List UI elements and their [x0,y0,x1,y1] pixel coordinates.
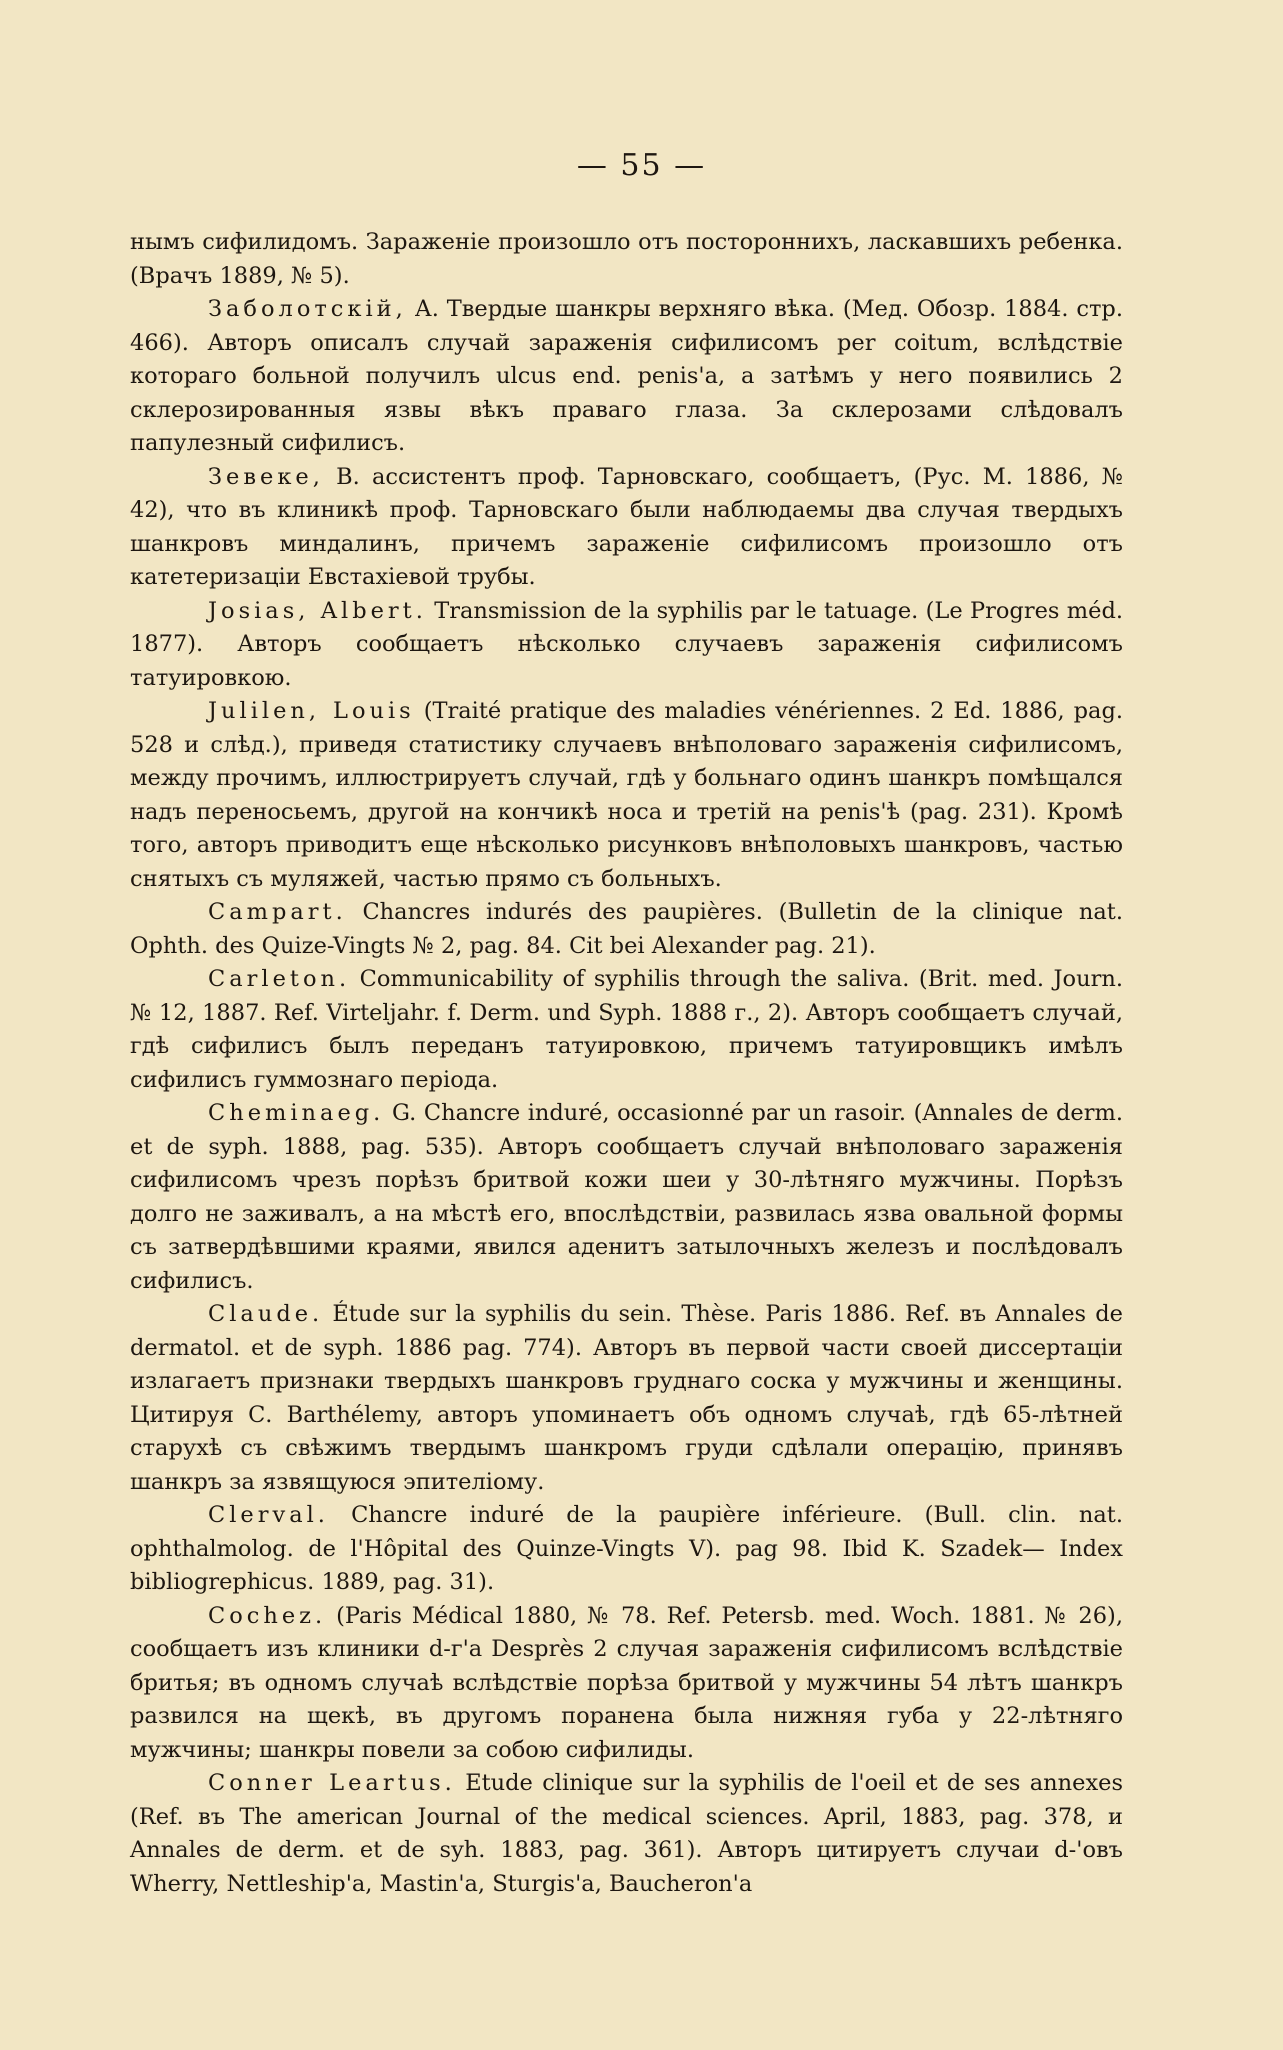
bibliography-entry [130,896,1123,963]
entry-author: Cheminaeg. [208,1100,385,1126]
entry-author: Carleton. [208,966,351,992]
entry-author: Clerval. [208,1502,329,1528]
entry-author: Заболотскій, [208,296,407,322]
bibliography-entry [130,461,1123,595]
bibliography-entry [130,695,1123,896]
entry-text: Étude sur la syphilis du sein. Thèse. Paris 1886. Ref. въ Annales de dermatol. et de syph. 1886 pag. 774). Авторъ въ первой части своей диссертаціи излагаетъ признаки твердыхъ шанкровъ груднаго соска у мужчины и женщины. Цитируя С. Barthélemy, авторъ упоминаетъ объ одномъ случаѣ, гдѣ 65-лѣтней старухѣ съ свѣжимъ твердымъ шанкромъ груди сдѣлали операцію, принявъ шанкръ за язвящуюся эпителіому. [130,1301,1123,1495]
entry-text: В. ассистентъ проф. Тарновскаго, сообщаетъ, (Рус. М. 1886, № 42), что въ клиникѣ проф. Тарновскаго были наблюдаемы два случая твердыхъ шанкровъ миндалинъ, причемъ зараженіе сифилисомъ произошло отъ катетеризаціи Евстахіевой трубы. [130,463,1123,590]
bibliography-entry [130,963,1123,1097]
bibliography-entry [130,293,1123,461]
bibliography-entry [130,1097,1123,1298]
entry-author: Josias, Albert. [208,597,427,624]
entry-text: Chancre induré de la paupière inférieure. (Bull. clin. nat. ophthalmolog. de l'Hôpital des Quinze-Vingts V). pag 98. Ibid K. Szadek— Index bibliogrephicus. 1889, pag. 31). [130,1502,1124,1595]
entry-text: (Traité pratique des maladies vénériennes. 2 Ed. 1886, pag. 528 и слѣд.), приведя статистику случаевъ внѣполоваго зараженія сифилисомъ, между прочимъ, иллюстрируетъ случай, гдѣ у больнаго одинъ шанкръ помѣщался надъ переносьемъ, другой на кончикѣ носа и третій на penis'ѣ (pag. 231). Кромѣ того, авторъ приводитъ еще нѣсколько рисунковъ внѣполовыхъ шанкровъ, частью снятыхъ съ муляжей, частью прямо съ больныхъ. [130,698,1124,892]
paragraph [130,226,1123,293]
entry-author: Зевеке, [208,463,324,490]
entry-text: А. Твердые шанкры верхняго вѣка. (Мед. Обозр. 1884. стр. 466). Авторъ описалъ случай зараженія сифилисомъ per coitum, вслѣдствіе котораго больной получилъ ulcus end. penis'а, а затѣмъ у него появились 2 склерозированныя язвы вѣкъ праваго глаза. За склерозами слѣдовалъ папулезный сифилисъ. [130,296,1123,456]
bibliography-entry [130,1298,1123,1499]
entry-author: Cochez. [208,1602,327,1629]
bibliography-entry [130,1600,1123,1768]
body-text [130,226,1123,1901]
page-number: — 55 — [576,148,707,183]
entry-text: Chancres indurés des paupières. (Bulletin de la clinique nat. Ophth. des Quize-Vingts № 2, pag. 84. Cit bei Alexander pag. 21). [130,899,1124,959]
entry-text: Etude clinique sur la syphilis de l'oeil et de ses annexes (Ref. въ The americаn Journal of the medical sciences. April, 1883, pag. 378, и Annales de derm. et de syh. 1883, pag. 361). Авторъ цитируетъ случаи d-'овъ Wherry, Nettleship'а, Mastin'а, Sturgis'а, Baucheron'а [130,1770,1124,1897]
entry-author: Claude. [208,1301,324,1327]
entry-author: Conner Leartus. [208,1770,456,1796]
entry-text: G. Chancre induré, occasionné par un rasoir. (Annales de derm. et de syph. 1888, pag. 535). Авторъ сообщаетъ случай внѣполоваго зараженія сифилисомъ чрезъ порѣзъ бритвой кожи шеи у 30-лѣтняго мужчины. Порѣзъ долго не заживалъ, а на мѣстѣ его, впослѣдствіи, развилась язва овальной формы съ затвердѣвшими краями, явился аденитъ затылочныхъ железъ и послѣдовалъ сифилисъ. [130,1100,1123,1294]
entry-author: Julilen, Louis [208,698,415,724]
entry-text: Communicability of syphilis through the saliva. (Brit. med. Journ. № 12, 1887. Ref. Virteljahr. f. Derm. und Syph. 1888 г., 2). Авторъ сообщаетъ случай, гдѣ сифилисъ былъ переданъ татуировкою, причемъ татуировщикъ имѣлъ сифилисъ гуммознаго періода. [130,966,1123,1093]
entry-text: Transmission de la syphilis par le tatuage. (Le Progres méd. 1877). Авторъ сообщаетъ нѣсколько случаевъ зараженія сифилисомъ татуировкою. [130,597,1123,691]
bibliography-entry [130,595,1123,696]
entry-author: Campart. [208,899,347,925]
entry-text: (Paris Médical 1880, № 78. Ref. Petersb. med. Woch. 1881. № 26), сообщаетъ изъ клиники d-г'а Desprès 2 случая зараженія сифилисомъ вслѣдствіе бритья; въ одномъ случаѣ вслѣдствіе порѣза бритвой у мужчины 54 лѣтъ шанкръ развился на щекѣ, въ другомъ поранена была нижняя губа у 22-лѣтняго мужчины; шанкры повели за собою сифилиды. [130,1602,1123,1763]
bibliography-entry [130,1767,1123,1901]
paragraph-text: нымъ сифилидомъ. Зараженіе произошло отъ постороннихъ, ласкавшихъ ребенка. (Врачъ 1889, № 5). [130,229,1123,289]
bibliography-entry [130,1499,1123,1600]
